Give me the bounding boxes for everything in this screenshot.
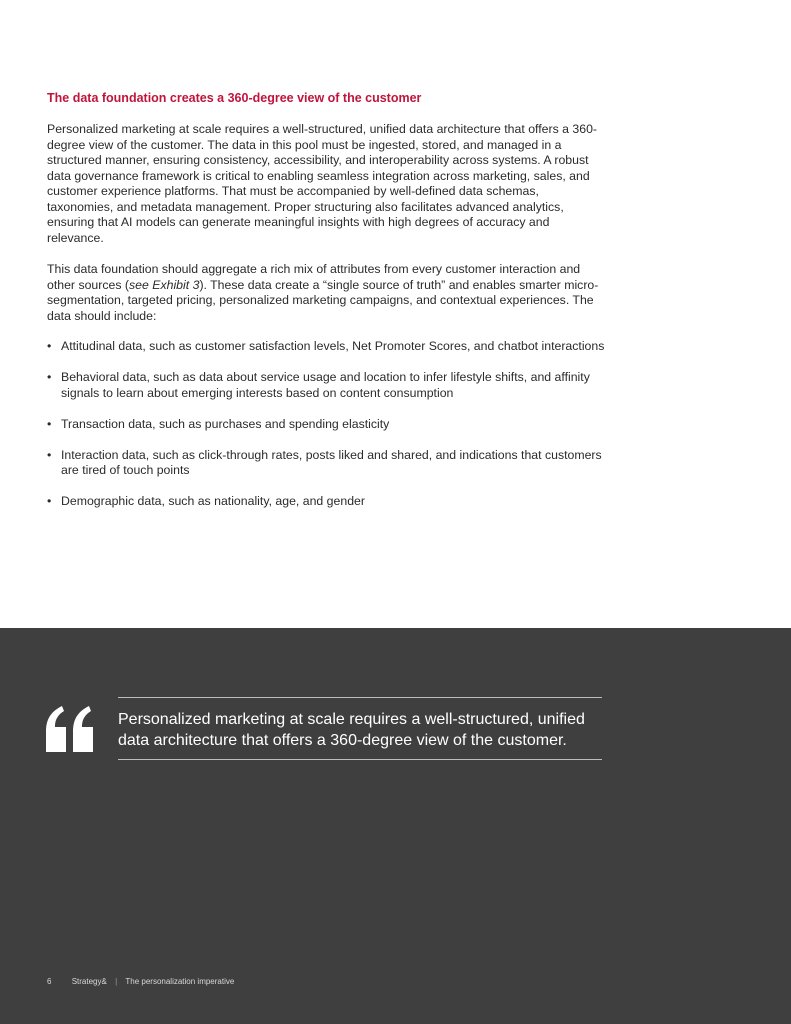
bullet-icon: •: [47, 370, 52, 384]
data-types-list: [47, 339, 607, 525]
section-heading: The data foundation creates a 360-degree view of the customer: [47, 91, 422, 105]
bullet-icon: •: [47, 339, 52, 353]
footer-brand: Strategy&: [71, 977, 107, 986]
pull-quote-text: Personalized marketing at scale requires a well-structured, unified data architecture that offers a 360-degree view of the customer.: [118, 711, 585, 749]
paragraph-2: [47, 262, 607, 324]
list-item-text: Attitudinal data, such as customer satisfaction levels, Net Promoter Scores, and chatbot interactions: [61, 339, 605, 353]
list-item-text: Behavioral data, such as data about service usage and location to infer lifestyle shifts, and affinity signals to learn about emerging interests based on content consumption: [61, 370, 590, 400]
paragraph-1: Personalized marketing at scale requires a well-structured, unified data architecture that offers a 360-degree view of the customer. The data in this pool must be ingested, stored, and managed in a structured manner, ensuring consistency, accessibility, and interoperability across systems. A robust data governance framework is critical to enabling seamless integration across marketing, sales, and customer experience platforms. That must be accompanied by well-defined data schemas, taxonomies, and metadata management. Proper structuring also facilitates advanced analytics, ensuring that AI models can generate meaningful insights with high degrees of accuracy and relevance.: [47, 122, 598, 245]
list-item: [47, 494, 607, 510]
quote-top-rule: [118, 697, 602, 698]
page-footer: [47, 977, 234, 986]
page-number: 6: [47, 977, 52, 986]
list-item: [47, 417, 607, 433]
list-item-text: Interaction data, such as click-through rates, posts liked and shared, and indications that customers are tired of touch points: [61, 447, 602, 477]
pull-quote-band: [0, 628, 791, 1024]
paragraph-2-text-end: ). These data create a “single source of truth” and enables smarter micro-segmentation, targeted pricing, personalized marketing campaigns, and contextual experiences. The data should include:: [47, 277, 599, 323]
bullet-icon: •: [47, 447, 52, 462]
paragraph-2-text-start: This data foundation should aggregate a rich mix of attributes from every customer interaction and other sources (: [47, 262, 581, 292]
list-item: [47, 448, 607, 479]
list-item-text: Demographic data, such as nationality, age, and gender: [61, 494, 365, 508]
exhibit-reference: see Exhibit 3: [129, 277, 200, 292]
footer-separator: |: [115, 977, 118, 986]
footer-title: The personalization imperative: [125, 977, 235, 986]
list-item-text: Transaction data, such as purchases and spending elasticity: [61, 416, 390, 431]
quote-mark-icon: [44, 694, 96, 764]
bullet-icon: •: [47, 494, 52, 508]
quote-bottom-rule: [118, 759, 602, 760]
bullet-icon: •: [47, 416, 52, 431]
list-item: [47, 339, 607, 355]
list-item: [47, 370, 607, 401]
